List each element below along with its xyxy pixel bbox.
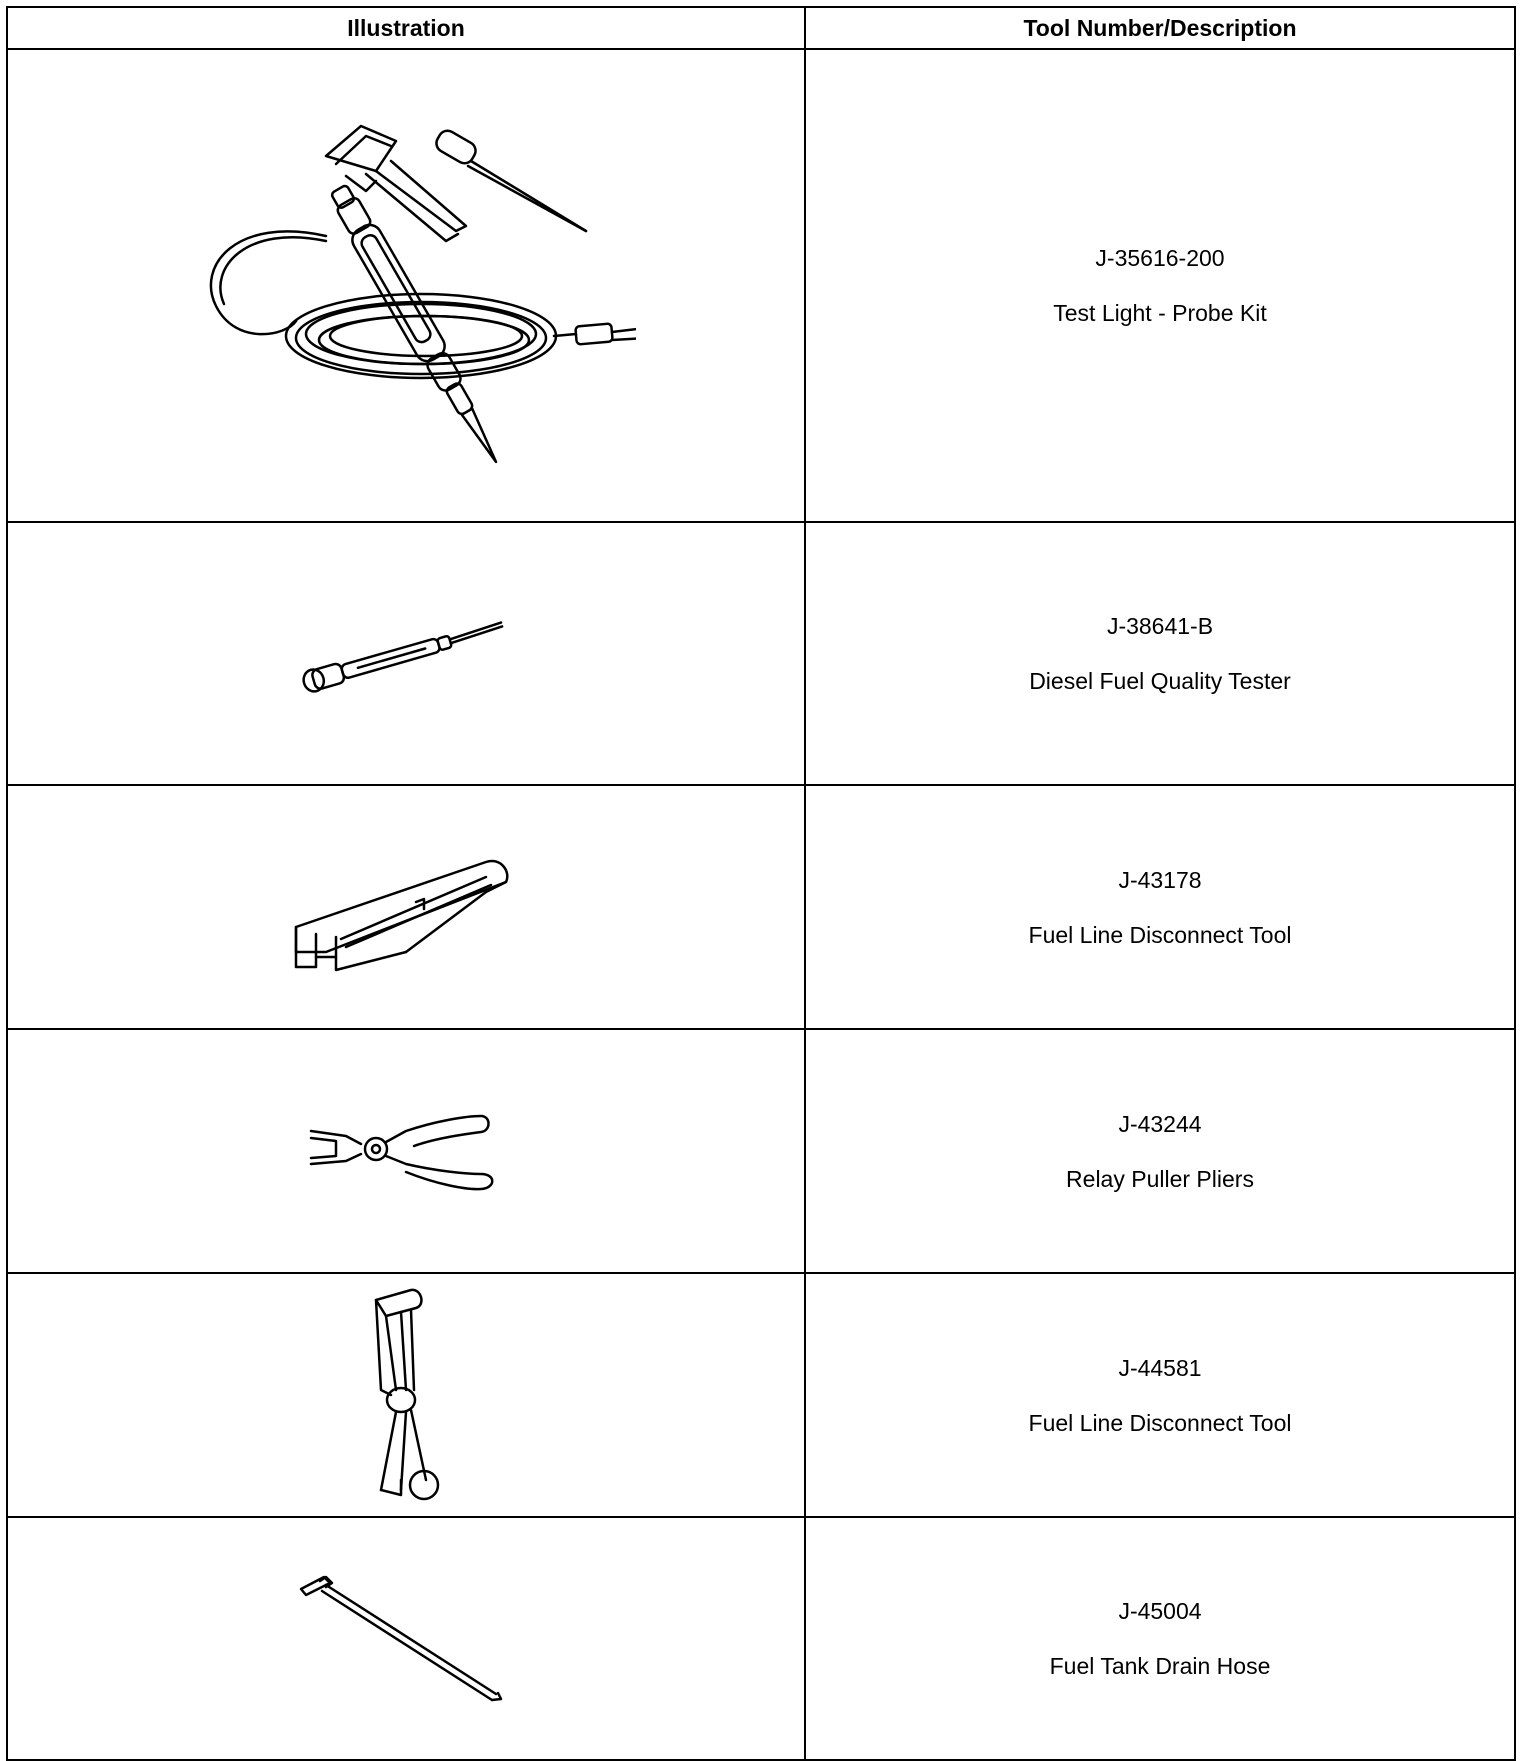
tool-description: Diesel Fuel Quality Tester xyxy=(1029,668,1291,694)
table-row xyxy=(7,1029,1515,1273)
description-cell xyxy=(805,1517,1515,1760)
table-row xyxy=(7,1517,1515,1760)
illustration-cell xyxy=(7,522,805,785)
table-row xyxy=(7,785,1515,1029)
table-header-row xyxy=(7,7,1515,49)
tool-number: J-38641-B xyxy=(1106,613,1214,639)
illustration-cell xyxy=(7,49,805,522)
fuel-tank-drain-hose-icon xyxy=(296,1569,516,1709)
tool-description: Relay Puller Pliers xyxy=(1066,1165,1254,1192)
tool-number: J-44581 xyxy=(1118,1354,1202,1381)
fuel-line-disconnect-tool-icon xyxy=(286,842,526,972)
tool-description: Fuel Line Disconnect Tool xyxy=(1028,1409,1292,1436)
description-cell xyxy=(805,1029,1515,1273)
tool-description: Fuel Line Disconnect Tool xyxy=(1028,921,1292,948)
description-cell xyxy=(805,785,1515,1029)
fuel-line-disconnect-tool-icon xyxy=(356,1280,456,1510)
description-cell xyxy=(805,1273,1515,1517)
table-row xyxy=(7,49,1515,522)
tool-number: J-43178 xyxy=(1118,866,1202,893)
special-tools-table xyxy=(6,6,1516,1761)
tool-number: J-43244 xyxy=(1118,1110,1202,1137)
illustration-cell xyxy=(7,1517,805,1760)
table-row xyxy=(7,1273,1515,1517)
tool-number: J-45004 xyxy=(1118,1598,1202,1624)
illustration-cell xyxy=(7,1029,805,1273)
tool-description: Fuel Tank Drain Hose xyxy=(1049,1653,1271,1679)
column-header-tool-number: Tool Number/Description xyxy=(805,7,1515,49)
description-cell xyxy=(805,49,1515,522)
description-cell xyxy=(805,522,1515,785)
illustration-cell xyxy=(7,785,805,1029)
tool-description: Test Light - Probe Kit xyxy=(1053,300,1267,326)
table-row xyxy=(7,522,1515,785)
tool-number: J-35616-200 xyxy=(1095,245,1225,271)
fuel-quality-tester-icon xyxy=(296,614,516,694)
test-light-probe-kit-icon xyxy=(176,106,636,466)
relay-puller-pliers-icon xyxy=(306,1106,506,1196)
column-header-illustration: Illustration xyxy=(7,7,805,49)
illustration-cell xyxy=(7,1273,805,1517)
